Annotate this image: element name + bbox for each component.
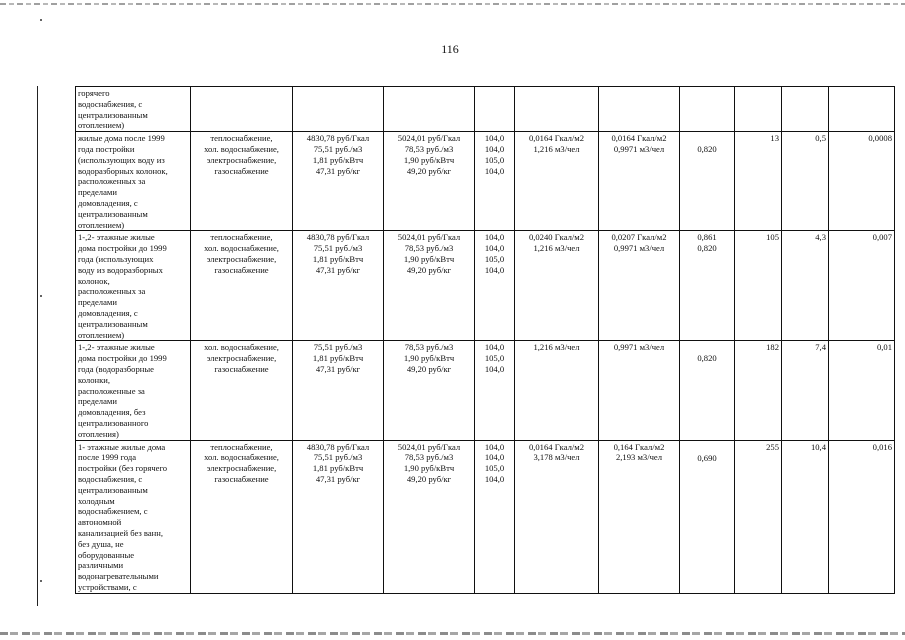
- description-line: дома постройки до 1999: [78, 353, 167, 364]
- tariff-line: 1,90 руб/кВтч: [403, 463, 455, 474]
- description-line: отоплением): [78, 120, 125, 131]
- index-line: 104,0: [484, 232, 505, 243]
- count-cell: 182: [735, 341, 782, 440]
- tariff-2015-cell: [293, 132, 384, 231]
- description-line: централизованным: [78, 484, 148, 495]
- coef-line: 0,820: [697, 144, 717, 155]
- scan-speck: [40, 19, 42, 21]
- services-cell: [191, 87, 293, 132]
- value-cell: 0,01: [829, 341, 895, 440]
- norm-a-cell: [515, 132, 599, 231]
- coef-line: 0,820: [697, 243, 717, 254]
- tariff-line: 49,20 руб/кг: [406, 165, 452, 176]
- index-cell: [475, 440, 515, 593]
- tariff-line: 4830,78 руб/Гкал: [306, 232, 370, 243]
- share-cell: 10,4: [782, 440, 829, 593]
- norm-line: 0,9971 м3/чел: [613, 342, 665, 353]
- tariff-line: 4830,78 руб/Гкал: [306, 133, 370, 144]
- norm-line: 1,216 м3/чел: [533, 243, 580, 254]
- service-line: газоснабжение: [214, 264, 269, 275]
- tariff-2015-cell: [293, 341, 384, 440]
- description-line: устройствами, с: [78, 581, 137, 592]
- index-cell: [475, 231, 515, 341]
- index-cell: [475, 132, 515, 231]
- share-cell: [782, 87, 829, 132]
- service-line: газоснабжение: [214, 473, 269, 484]
- services-cell: [191, 132, 293, 231]
- norm-line: 0,0240 Гкал/м2: [528, 232, 585, 243]
- norm-a-cell: [515, 440, 599, 593]
- norm-line: 0,0164 Гкал/м2: [611, 133, 667, 144]
- description-line: постройки (без горячего: [78, 463, 168, 474]
- description-line: пределами: [78, 297, 117, 308]
- service-line: газоснабжение: [214, 165, 269, 176]
- description-line: отопления): [78, 428, 119, 439]
- description-line: колонки,: [78, 374, 111, 385]
- tariff-line: 78,53 руб./м3: [404, 243, 454, 254]
- value-cell: 0,0008: [829, 132, 895, 231]
- index-line: 104,0: [484, 441, 505, 452]
- scan-top-edge: [0, 3, 905, 5]
- norm-line: 0,164 Гкал/м2: [613, 441, 665, 452]
- norm-line: 0,9971 м3/чел: [613, 143, 665, 154]
- description-line: водоснабжения, с: [78, 473, 143, 484]
- table-row: [76, 87, 895, 132]
- service-line: хол. водоснабжение,: [204, 243, 279, 254]
- index-line: 104,0: [484, 264, 505, 275]
- norm-b-cell: [599, 231, 680, 341]
- coef-cell: [680, 440, 735, 593]
- index-cell: [475, 341, 515, 440]
- coef-line: 0,820: [697, 353, 717, 364]
- value-cell: 0,016: [829, 440, 895, 593]
- tariff-line: 47,31 руб/кг: [315, 473, 361, 484]
- tariff-line: 5024,01 руб/Гкал: [397, 133, 461, 144]
- index-line: 105,0: [484, 253, 505, 264]
- index-line: 104,0: [484, 473, 505, 484]
- services-cell: [191, 231, 293, 341]
- tariff-2015-cell: [293, 440, 384, 593]
- norm-line: 3,178 м3/чел: [533, 452, 580, 463]
- description-line: холодным: [78, 495, 115, 506]
- service-line: теплоснабжение,: [210, 232, 273, 243]
- services-cell: [191, 440, 293, 593]
- scan-bottom-edge: [0, 632, 905, 635]
- scan-speck: [40, 295, 42, 297]
- count-cell: 13: [735, 132, 782, 231]
- service-line: теплоснабжение,: [210, 133, 273, 144]
- tariff-2016-cell: [384, 132, 475, 231]
- description-line: года (водоразборные: [78, 363, 154, 374]
- index-line: 104,0: [484, 363, 505, 374]
- description-line: года постройки: [78, 143, 135, 154]
- description-line: дома постройки до 1999: [78, 243, 167, 254]
- description-cell: [76, 341, 191, 440]
- description-line: горячего: [78, 88, 110, 98]
- description-line: года (использующих: [78, 253, 154, 264]
- index-line: 104,0: [484, 452, 505, 463]
- tariff-line: 1,90 руб/кВтч: [403, 154, 455, 165]
- service-line: хол. водоснабжение,: [204, 143, 279, 154]
- tariff-line: 1,90 руб/кВтч: [403, 353, 455, 364]
- description-line: различными: [78, 560, 124, 571]
- norm-line: 1,216 м3/чел: [533, 143, 580, 154]
- index-line: 104,0: [484, 342, 505, 353]
- table-row: [76, 440, 895, 593]
- description-line: жилые дома после 1999: [78, 133, 165, 144]
- norm-a-cell: [515, 341, 599, 440]
- norm-line: 2,193 м3/чел: [615, 452, 663, 463]
- index-line: 105,0: [484, 463, 505, 474]
- norm-line: 0,0164 Гкал/м2: [528, 133, 585, 144]
- tariff-line: 78,53 руб./м3: [404, 452, 454, 463]
- norm-a-cell: [515, 231, 599, 341]
- tariff-line: 1,90 руб/кВтч: [403, 253, 455, 264]
- tariff-2015-cell: [293, 87, 384, 132]
- description-line: расположенных за: [78, 286, 146, 297]
- service-line: хол. водоснабжение,: [204, 452, 279, 463]
- tariff-line: 47,31 руб/кг: [315, 264, 361, 275]
- count-cell: 255: [735, 440, 782, 593]
- index-line: 105,0: [484, 353, 505, 364]
- service-line: электроснабжение,: [206, 463, 277, 474]
- description-line: водоснабжением, с: [78, 506, 148, 517]
- service-line: электроснабжение,: [206, 353, 277, 364]
- index-line: 104,0: [484, 165, 505, 176]
- index-line: 104,0: [484, 143, 505, 154]
- table-body: [76, 87, 895, 594]
- tariff-line: 1,81 руб/кВтч: [312, 154, 364, 165]
- description-line: пределами: [78, 396, 117, 407]
- description-cell: [76, 87, 191, 132]
- tariff-line: 75,51 руб./м3: [313, 143, 363, 154]
- tariff-2016-cell: [384, 231, 475, 341]
- tariff-line: 5024,01 руб/Гкал: [397, 232, 461, 243]
- description-line: без душа, не: [78, 538, 124, 549]
- scan-speck: [40, 580, 42, 582]
- tariff-2015-cell: [293, 231, 384, 341]
- page-number: 116: [441, 42, 459, 56]
- tariff-table: [75, 86, 895, 594]
- description-line: канализацией без ванн,: [78, 527, 164, 538]
- tariff-line: 49,20 руб/кг: [406, 473, 452, 484]
- description-line: водонагревательными: [78, 571, 159, 582]
- tariff-line: 1,81 руб/кВтч: [312, 463, 364, 474]
- coef-line: 0,861: [697, 232, 717, 243]
- count-cell: 105: [735, 231, 782, 341]
- norm-line: 0,0207 Гкал/м2: [611, 232, 667, 243]
- index-cell: [475, 87, 515, 132]
- count-cell: [735, 87, 782, 132]
- norm-line: 0,0164 Гкал/м2: [528, 441, 585, 452]
- tariff-line: 75,51 руб./м3: [313, 243, 363, 254]
- description-line: пределами: [78, 187, 117, 198]
- tariff-line: 75,51 руб./м3: [313, 452, 363, 463]
- value-cell: [829, 87, 895, 132]
- share-cell: 0,5: [782, 132, 829, 231]
- table-row: [76, 231, 895, 341]
- description-cell: [76, 132, 191, 231]
- description-line: централизованным: [78, 208, 148, 219]
- service-line: хол. водоснабжение,: [204, 342, 279, 353]
- description-line: расположенные за: [78, 385, 145, 396]
- description-line: автономной: [78, 517, 122, 528]
- description-line: водоразборных колонок,: [78, 165, 168, 176]
- share-cell: 7,4: [782, 341, 829, 440]
- service-line: газоснабжение: [214, 363, 269, 374]
- norm-a-cell: [515, 87, 599, 132]
- index-line: 104,0: [484, 243, 505, 254]
- tariff-line: 1,81 руб/кВтч: [312, 253, 364, 264]
- description-line: расположенных за: [78, 176, 146, 187]
- description-line: домовладения, с: [78, 197, 138, 208]
- tariff-line: 47,31 руб/кг: [315, 363, 361, 374]
- description-line: централизованным: [78, 318, 148, 329]
- service-line: электроснабжение,: [206, 154, 277, 165]
- description-cell: [76, 231, 191, 341]
- tariff-line: 49,20 руб/кг: [406, 363, 452, 374]
- tariff-2016-cell: [384, 87, 475, 132]
- service-line: электроснабжение,: [206, 253, 277, 264]
- tariff-line: 78,53 руб./м3: [404, 143, 454, 154]
- description-line: водоснабжения, с: [78, 98, 143, 109]
- norm-b-cell: [599, 87, 680, 132]
- description-line: колонок,: [78, 275, 110, 286]
- tariff-line: 47,31 руб/кг: [315, 165, 361, 176]
- coef-cell: [680, 87, 735, 132]
- value-cell: 0,007: [829, 231, 895, 341]
- tariff-line: 5024,01 руб/Гкал: [397, 441, 461, 452]
- description-line: воду из водоразборных: [78, 264, 163, 275]
- tariff-line: 1,81 руб/кВтч: [312, 353, 364, 364]
- tariff-line: 49,20 руб/кг: [406, 264, 452, 275]
- margin-rule: [37, 86, 38, 606]
- tariff-line: 4830,78 руб/Гкал: [306, 441, 370, 452]
- coef-cell: [680, 341, 735, 440]
- coef-cell: [680, 132, 735, 231]
- tariff-line: 75,51 руб./м3: [313, 342, 363, 353]
- norm-line: 1,216 м3/чел: [533, 342, 580, 353]
- tariff-line: 78,53 руб./м3: [404, 342, 454, 353]
- description-line: домовладения, без: [78, 407, 146, 418]
- index-line: 104,0: [484, 133, 505, 144]
- description-line: отоплением): [78, 329, 125, 340]
- description-line: домовладения, с: [78, 307, 138, 318]
- norm-b-cell: [599, 132, 680, 231]
- description-line: (использующих воду из: [78, 154, 165, 165]
- table-row: [76, 341, 895, 440]
- description-line: централизованным: [78, 109, 148, 120]
- coef-line: 0,690: [697, 452, 717, 463]
- description-line: после 1999 года: [78, 452, 137, 463]
- service-line: теплоснабжение,: [210, 441, 273, 452]
- coef-cell: [680, 231, 735, 341]
- description-line: централизованного: [78, 417, 149, 428]
- norm-b-cell: [599, 440, 680, 593]
- share-cell: 4,3: [782, 231, 829, 341]
- table-row: [76, 132, 895, 231]
- description-line: 1-,2- этажные жилые: [78, 232, 155, 243]
- description-cell: [76, 440, 191, 593]
- description-line: отоплением): [78, 219, 125, 230]
- norm-b-cell: [599, 341, 680, 440]
- description-line: 1-,2- этажные жилые: [78, 342, 155, 353]
- tariff-2016-cell: [384, 341, 475, 440]
- description-line: оборудованные: [78, 549, 135, 560]
- tariff-2016-cell: [384, 440, 475, 593]
- norm-line: 0,9971 м3/чел: [613, 243, 665, 254]
- description-line: 1- этажные жилые дома: [78, 441, 166, 452]
- index-line: 105,0: [484, 154, 505, 165]
- services-cell: [191, 341, 293, 440]
